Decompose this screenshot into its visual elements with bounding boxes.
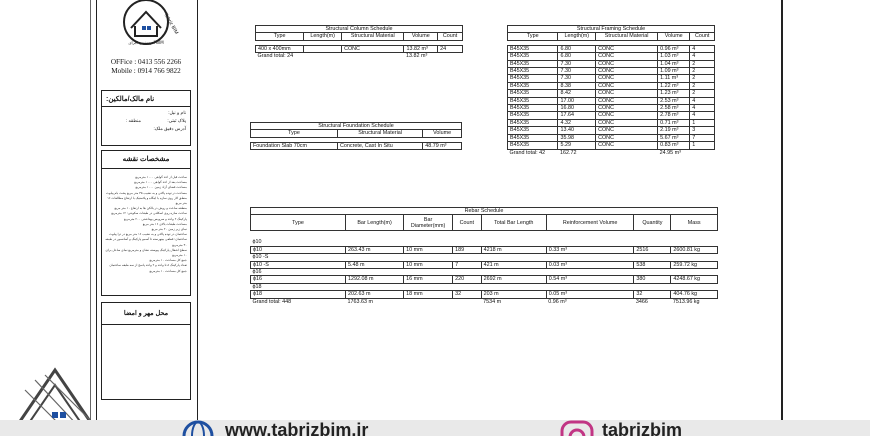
spec-line: ساخت سازه روی اسکلتی در طبقات سکونتی: ۱۲ مترمربع [111, 211, 187, 216]
cell: 2.53 m³ [658, 97, 690, 104]
cell: 4 [690, 97, 715, 104]
table-row [256, 45, 463, 52]
company-logo-box [101, 0, 191, 82]
cell: CONC [596, 68, 658, 75]
grand-total-volume: 24.95 m³ [659, 149, 681, 156]
group-label: ϕ10 -S [251, 254, 718, 261]
cell: CONC [596, 90, 658, 97]
foundation-schedule-table [250, 122, 462, 150]
cell: 259.72 kg [671, 261, 718, 268]
cell: 6.80 [558, 45, 596, 52]
cell: 7 [453, 261, 482, 268]
owner-name-field: نام و نیل: [168, 110, 186, 115]
cell: 13.82 m³ [404, 45, 438, 52]
group-label: ϕ16 [251, 269, 718, 276]
owner-plot-field: پلاک ثبتی: [167, 118, 186, 123]
cell: 0.71 m³ [658, 119, 690, 126]
cell: 32 [453, 291, 482, 298]
cell: 2 [690, 90, 715, 97]
instagram-icon [560, 420, 596, 436]
cell: 35.98 [558, 134, 596, 141]
cell: 5.67 m³ [658, 134, 690, 141]
cell: B45X35 [508, 127, 558, 134]
rebar-schedule-title: Rebar Schedule [251, 208, 718, 215]
cell [304, 45, 342, 52]
table-row [251, 276, 718, 283]
cell: 6.80 [558, 53, 596, 60]
spec-line: منطق کار روی سازه با اینگاه و پلاستیک با ارتفاع مطالعات ۱۶ متر مربع [107, 195, 187, 206]
cell: 0.33 m³ [546, 246, 634, 253]
cell: 1.23 m³ [658, 90, 690, 97]
cell: 17.00 [558, 97, 596, 104]
cell: 189 [453, 246, 482, 253]
cell: 2.58 m³ [658, 105, 690, 112]
footer-bar [0, 420, 870, 436]
column-header: Type [251, 130, 338, 137]
group-label: ϕ18 [251, 283, 718, 290]
spec-line: نمای زیر زمین ۲۰ متر مربع [151, 227, 187, 232]
column-header: Volume [658, 33, 690, 40]
office-phone: OFFice : 0413 556 2266 [110, 58, 182, 66]
owner-address-field: آدرس دقیق ملک: [153, 126, 186, 131]
cell: 7 [690, 134, 715, 141]
cell: CONC [596, 105, 658, 112]
cell: 1.22 m³ [658, 82, 690, 89]
cell: 203 m [481, 291, 546, 298]
table-row [508, 97, 715, 104]
cell: 16.80 [558, 105, 596, 112]
table-row [251, 142, 462, 149]
column-header: Structural Material [338, 130, 423, 137]
cell: B45X35 [508, 45, 558, 52]
cell: ϕ10 [251, 246, 346, 253]
cell: 220 [453, 276, 482, 283]
framing-rows [508, 45, 715, 149]
grand-total-length: 162.72 [559, 149, 577, 156]
cell: 7.30 [558, 60, 596, 67]
column-header: Count [690, 33, 715, 40]
cell: 0.03 m³ [546, 261, 634, 268]
globe-icon [180, 418, 220, 436]
title-block [96, 0, 198, 420]
group-header-row [251, 283, 718, 290]
cell: B45X35 [508, 82, 558, 89]
owner-region-field: منطقه : [126, 118, 141, 123]
rebar-schedule-table [250, 207, 718, 305]
stamp-heading: محل مهر و امضا [102, 303, 190, 325]
stamp-box [101, 302, 191, 400]
total-cell: 3466 [635, 298, 648, 305]
cell: 4 [690, 112, 715, 119]
spec-line: ساختمان: قطعی بینهرسته تا آسمو پارکینگ و آسانسور در طبقه ۳۰ مترمربع [105, 237, 187, 247]
cell: 2 [690, 82, 715, 89]
table-row [508, 82, 715, 89]
table-row [508, 53, 715, 60]
cell: 24 [438, 45, 463, 52]
website-link[interactable]: www.tabrizbim.ir [225, 420, 369, 440]
column-schedule-table [255, 25, 463, 60]
cell: CONC [596, 45, 658, 52]
table-row [508, 127, 715, 134]
cell: 538 [634, 261, 671, 268]
owner-box [101, 90, 191, 146]
cell: 2 [690, 60, 715, 67]
table-row [508, 105, 715, 112]
cell: CONC [596, 134, 658, 141]
foundation-schedule-title: Structural Foundation Schedule [251, 123, 462, 130]
specs-box [101, 150, 191, 296]
cell: CONC [596, 97, 658, 104]
spec-line: تعداد پارکینگ ۸ تا واحد و ۲ واحد پاسخ از سه طبقه ساختمان [109, 263, 187, 268]
total-cell: 7513.96 kg [672, 298, 700, 305]
cell: 421 m [481, 261, 546, 268]
cell: CONC [596, 60, 658, 67]
table-row [508, 119, 715, 126]
column-schedule-title: Structural Column Schedule [256, 26, 463, 33]
cell: CONC [596, 53, 658, 60]
cell: 2.78 m³ [658, 112, 690, 119]
cell: 1.09 m³ [658, 68, 690, 75]
cell: CONC [596, 127, 658, 134]
cell: 4 [690, 45, 715, 52]
table-row [508, 60, 715, 67]
cell: 2516 [634, 246, 671, 253]
spec-line: مساحت بعد از اخذ گواهی ۱۰۰۰ مترمربع [134, 180, 187, 185]
cell: 404.76 kg [671, 291, 718, 298]
total-cell: 7534 m [483, 298, 502, 305]
column-header: Quantity [634, 215, 671, 231]
framing-schedule-table [507, 25, 715, 156]
column-header: Count [438, 33, 463, 40]
cell: 1.03 m³ [658, 53, 690, 60]
cell: Foundation Slab 70cm [251, 142, 338, 149]
cell: B45X35 [508, 112, 558, 119]
cell: CONC [342, 45, 404, 52]
total-cell: 0.96 m³ [548, 298, 567, 305]
cell: 32 [634, 291, 671, 298]
column-header: Reinforcement Volume [546, 215, 634, 231]
cell: 1 [690, 142, 715, 149]
cell: B45X35 [508, 97, 558, 104]
column-header: Length(m) [558, 33, 596, 40]
cell: 263.43 m [346, 246, 404, 253]
cell: B45X35 [508, 60, 558, 67]
cell: 2692 m [481, 276, 546, 283]
cell: 10 mm [404, 261, 453, 268]
cell: ϕ10 -S [251, 261, 346, 268]
total-cell: 1763.63 m [347, 298, 373, 305]
spec-line: منطقه ساخت و روش در بالکن ها به ارتفاع ۱۰ متر مربع [114, 206, 187, 211]
group-label: ϕ10 [252, 239, 262, 246]
column-header: Structural Material [342, 33, 404, 40]
cell: B45X35 [508, 105, 558, 112]
table-row [251, 246, 718, 253]
instagram-handle[interactable]: tabrizbim [602, 420, 683, 440]
column-header: Type [256, 33, 304, 40]
cell: ϕ16 [251, 276, 346, 283]
cell: 2 [690, 75, 715, 82]
cell: CONC [596, 142, 658, 149]
table-row [508, 75, 715, 82]
cell: 8.42 [558, 90, 596, 97]
cell: 1 [690, 119, 715, 126]
spec-line: مساحت در توده پاکتی و به نشیب ۴۵ متر مربع پشت بام پیلوت [106, 190, 187, 195]
total-cell [453, 298, 482, 305]
cell: 4248.67 kg [671, 276, 718, 283]
spec-line: سطح اشغال پارکینگ پیوسته نشان و مترمربع نمای ساحل برای ۱۰ مترمربع [105, 247, 187, 258]
cell: 4 [690, 53, 715, 60]
cell: Concrete, Cast In Situ [338, 142, 423, 149]
grand-total-volume: 13.82 m³ [405, 53, 428, 60]
cell: 17.64 [558, 112, 596, 119]
cell: 3 [690, 127, 715, 134]
spec-line: مساحت طبقات بالای ۱۶ متر مربع [142, 221, 187, 226]
group-header-row [251, 239, 718, 246]
column-header: Total Bar Length [481, 215, 546, 231]
cell: 16 mm [404, 276, 453, 283]
cell: ϕ18 [251, 291, 346, 298]
column-header: Structural Material [596, 33, 658, 40]
cell: 1.11 m³ [658, 75, 690, 82]
spec-line: ساخت قبل از اخذ گواهی ۱۰۰۰ مترمربع [135, 175, 187, 179]
cell: 0.83 m³ [658, 142, 690, 149]
spec-line: مساحت فضای آزاد زمین ۱۰۰۰ مترمربع [135, 185, 187, 190]
column-header: Type [508, 33, 558, 40]
table-row [508, 134, 715, 141]
cell: 5.48 m [346, 261, 404, 268]
logo-image [101, 0, 191, 52]
cell: 0.96 m³ [658, 45, 690, 52]
table-row [251, 291, 718, 298]
cell: 1.04 m³ [658, 60, 690, 67]
mobile-phone: Mobile : 0914 766 9822 [111, 67, 181, 75]
column-header: Count [453, 215, 482, 231]
cell: 4.32 [558, 119, 596, 126]
cell: CONC [596, 112, 658, 119]
cell: B45X35 [508, 90, 558, 97]
cell: 380 [634, 276, 671, 283]
rebar-grand-total-row [251, 298, 718, 305]
table-row [251, 261, 718, 268]
rebar-rows [251, 239, 718, 298]
cell: 4 [690, 105, 715, 112]
column-header: Mass [671, 215, 718, 231]
cell: 7.30 [558, 75, 596, 82]
group-header-row [251, 254, 718, 261]
column-header: Bar Diameter(mm) [404, 215, 453, 231]
cell: 5.29 [558, 142, 596, 149]
table-row [508, 68, 715, 75]
cell: CONC [596, 75, 658, 82]
column-header: Bar Length(m) [346, 215, 404, 231]
cell: 7.30 [558, 68, 596, 75]
spec-line: جمع کل مساحت ۱۰ مترمربع [149, 258, 187, 263]
owner-heading: نام مالک/مالکین: [102, 91, 190, 107]
cell: 2.19 m³ [658, 127, 690, 134]
cell: B45X35 [508, 75, 558, 82]
cell: 8.38 [558, 82, 596, 89]
cell: CONC [596, 82, 658, 89]
spec-line: ساختمان در توده پاکتی و به نشیب ۱۶ متر مربع در ترا پیلوت [109, 232, 187, 237]
logo-text: Tabriz BIM [162, 12, 180, 36]
column-header: Volume [423, 130, 462, 137]
column-header: Length(m) [304, 33, 342, 40]
grand-total-label: Grand total: 24 [257, 53, 294, 60]
spec-line: پارکینگ ۲ واحد و سرویس بهداشتی ۲۰۰ مترمربع [124, 216, 187, 221]
specs-heading: مشخصات نقشه [102, 151, 190, 169]
cell: 13.40 [558, 127, 596, 134]
cell: 10 mm [404, 246, 453, 253]
cell: 2600.81 kg [671, 246, 718, 253]
table-row [508, 90, 715, 97]
logo-subtitle: آموزش و اجرای BIM [128, 40, 164, 45]
cell: 48.79 m³ [423, 142, 462, 149]
cell: B45X35 [508, 119, 558, 126]
table-row [508, 45, 715, 52]
column-header: Volume [404, 33, 438, 40]
cell: B45X35 [508, 53, 558, 60]
cell: 2 [690, 68, 715, 75]
spec-line: جمع کل مساحت ۱۰ مترمربع [149, 268, 187, 273]
specs-lines [102, 169, 190, 274]
grand-total-label: Grand total: 42 [509, 149, 546, 156]
cell: 0.54 m³ [546, 276, 634, 283]
total-cell: Grand total: 448 [252, 298, 292, 305]
column-header: Type [251, 215, 346, 231]
cell: B45X35 [508, 142, 558, 149]
cell: B45X35 [508, 68, 558, 75]
group-header-row [251, 269, 718, 276]
table-row [508, 142, 715, 149]
total-cell [404, 298, 453, 305]
framing-schedule-title: Structural Framing Schedule [508, 26, 715, 33]
table-row [508, 112, 715, 119]
cell: CONC [596, 119, 658, 126]
cell: 400 x 400mm [256, 45, 304, 52]
cell: 18 mm [404, 291, 453, 298]
cell: 4218 m [481, 246, 546, 253]
cell: 1292.08 m [346, 276, 404, 283]
cell: B45X35 [508, 134, 558, 141]
cell: 202.63 m [346, 291, 404, 298]
cell: 0.05 m³ [546, 291, 634, 298]
